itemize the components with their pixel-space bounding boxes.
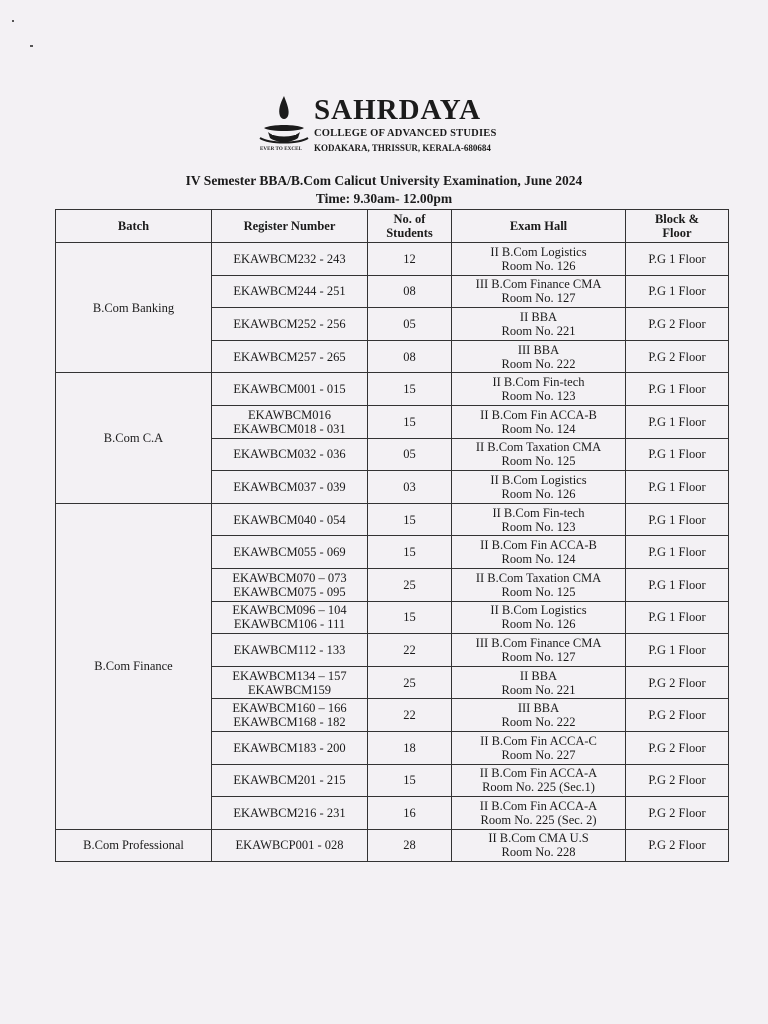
table-header-row	[56, 210, 729, 243]
exam-hall-cell	[452, 536, 626, 569]
exam-hall-cell	[452, 699, 626, 732]
student-count-cell: 15	[368, 405, 452, 438]
student-count-cell: 03	[368, 471, 452, 504]
exam-hall-line: Room No. 222	[501, 356, 576, 371]
register-number-cell	[212, 275, 368, 308]
exam-hall-cell	[452, 438, 626, 471]
column-header-register-number: Register Number	[212, 210, 368, 243]
student-count-cell: 08	[368, 340, 452, 373]
exam-hall-line: II B.Com Fin ACCA-A	[479, 766, 598, 781]
register-number-line: EKAWBCM040 - 054	[233, 512, 346, 527]
register-number-cell	[212, 373, 368, 406]
register-number-line: EKAWBCM055 - 069	[233, 545, 346, 560]
column-header-block-floor: Block & Floor	[626, 210, 729, 243]
exam-hall-cell	[452, 797, 626, 830]
exam-hall-cell	[452, 275, 626, 308]
register-number-cell	[212, 438, 368, 471]
register-number-cell	[212, 405, 368, 438]
exam-hall-cell	[452, 731, 626, 764]
register-number-line: EKAWBCM016	[247, 407, 332, 422]
exam-hall-line: Room No. 228	[501, 845, 576, 860]
student-count-cell: 12	[368, 243, 452, 276]
batch-cell: B.Com Finance	[56, 503, 212, 829]
register-number-line: EKAWBCM070 – 073	[232, 570, 347, 585]
student-count-cell: 22	[368, 634, 452, 667]
batch-cell: B.Com C.A	[56, 373, 212, 503]
college-name: SAHRDAYA	[314, 94, 482, 126]
student-count-cell: 28	[368, 829, 452, 862]
register-number-line: EKAWBCM106 - 111	[233, 617, 346, 632]
register-number-line: EKAWBCM001 - 015	[233, 382, 346, 397]
college-motto: EVER TO EXCEL	[260, 147, 302, 152]
block-floor-cell: P.G 1 Floor	[626, 373, 729, 406]
exam-time: Time: 9.30am- 12.00pm	[315, 191, 453, 206]
exam-hall-line: II B.Com Fin-tech	[492, 505, 585, 520]
exam-hall-line: II B.Com Logistics	[490, 472, 587, 487]
exam-hall-cell	[452, 503, 626, 536]
table-row	[56, 829, 729, 862]
exam-hall-line: II BBA	[519, 668, 558, 683]
exam-hall-line: Room No. 126	[501, 258, 576, 273]
exam-hall-line: Room No. 127	[501, 649, 576, 664]
exam-hall-line: II B.Com Fin ACCA-B	[480, 538, 597, 553]
register-number-cell	[212, 471, 368, 504]
exam-hall-line: Room No. 221	[501, 682, 576, 697]
register-number-line: EKAWBCM037 - 039	[233, 479, 346, 494]
block-floor-cell: P.G 1 Floor	[626, 601, 729, 634]
exam-hall-line: III B.Com Finance CMA	[475, 635, 602, 650]
block-floor-cell: P.G 2 Floor	[626, 829, 729, 862]
register-number-line: EKAWBCM160 – 166	[232, 701, 347, 716]
exam-hall-cell	[452, 471, 626, 504]
exam-hall-cell	[452, 601, 626, 634]
block-floor-cell: P.G 1 Floor	[626, 568, 729, 601]
exam-hall-line: Room No. 225 (Sec. 2)	[480, 812, 597, 827]
register-number-cell	[212, 601, 368, 634]
register-number-line: EKAWBCM168 - 182	[233, 715, 346, 730]
block-floor-cell: P.G 2 Floor	[626, 308, 729, 341]
register-number-line: EKAWBCM232 - 243	[233, 251, 346, 266]
exam-hall-cell	[452, 405, 626, 438]
exam-hall-line: Room No. 126	[501, 486, 576, 501]
register-number-line: EKAWBCM032 - 036	[233, 447, 346, 462]
block-floor-cell: P.G 1 Floor	[626, 243, 729, 276]
exam-hall-line: II B.Com Fin-tech	[492, 375, 585, 390]
column-header-students: No. of Students	[368, 210, 452, 243]
exam-hall-line: Room No. 125	[501, 584, 576, 599]
student-count-cell: 05	[368, 308, 452, 341]
exam-hall-line: II B.Com Fin ACCA-C	[480, 733, 597, 748]
table-body	[56, 243, 729, 862]
exam-hall-cell	[452, 666, 626, 699]
register-number-line: EKAWBCM216 - 231	[233, 805, 346, 820]
register-number-cell	[212, 797, 368, 830]
seating-table	[55, 209, 729, 862]
exam-hall-line: II B.Com CMA U.S	[488, 831, 589, 846]
exam-hall-line: II BBA	[519, 309, 558, 324]
scan-speck	[12, 20, 14, 22]
block-floor-cell: P.G 2 Floor	[626, 699, 729, 732]
register-number-line: EKAWBCM112 - 133	[233, 642, 346, 657]
college-subtitle: COLLEGE OF ADVANCED STUDIES	[314, 128, 497, 139]
register-number-line: EKAWBCM183 - 200	[233, 740, 346, 755]
register-number-line: EKAWBCM244 - 251	[233, 284, 346, 299]
register-number-cell	[212, 634, 368, 667]
exam-title: IV Semester BBA/B.Com Calicut University Examination, June 2024	[185, 173, 583, 188]
register-number-line: EKAWBCP001 - 028	[235, 838, 344, 853]
student-count-cell: 16	[368, 797, 452, 830]
block-floor-cell: P.G 1 Floor	[626, 503, 729, 536]
register-number-cell	[212, 243, 368, 276]
student-count-cell: 05	[368, 438, 452, 471]
exam-hall-line: II B.Com Fin ACCA-B	[480, 407, 597, 422]
student-count-cell: 15	[368, 536, 452, 569]
register-number-cell	[212, 536, 368, 569]
exam-hall-line: Room No. 127	[501, 291, 576, 306]
student-count-cell: 15	[368, 601, 452, 634]
exam-hall-line: Room No. 221	[501, 323, 576, 338]
block-floor-cell: P.G 2 Floor	[626, 731, 729, 764]
exam-hall-line: II B.Com Logistics	[490, 603, 587, 618]
exam-hall-line: III BBA	[517, 342, 560, 357]
register-number-cell	[212, 340, 368, 373]
student-count-cell: 15	[368, 503, 452, 536]
exam-hall-line: II B.Com Taxation CMA	[475, 570, 602, 585]
table-row	[56, 373, 729, 406]
exam-hall-cell	[452, 634, 626, 667]
student-count-cell: 15	[368, 764, 452, 797]
block-floor-cell: P.G 1 Floor	[626, 536, 729, 569]
register-number-cell	[212, 829, 368, 862]
exam-hall-line: Room No. 222	[501, 715, 576, 730]
student-count-cell: 25	[368, 568, 452, 601]
batch-cell: B.Com Banking	[56, 243, 212, 373]
college-lamp-logo-icon	[258, 94, 310, 154]
exam-hall-line: Room No. 124	[501, 421, 576, 436]
student-count-cell: 08	[368, 275, 452, 308]
exam-hall-line: III B.Com Finance CMA	[475, 277, 602, 292]
register-number-cell	[212, 666, 368, 699]
exam-hall-cell	[452, 829, 626, 862]
exam-hall-line: Room No. 225 (Sec.1)	[482, 780, 595, 795]
student-count-cell: 22	[368, 699, 452, 732]
exam-hall-line: Room No. 227	[501, 747, 576, 762]
table-row	[56, 243, 729, 276]
block-floor-cell: P.G 1 Floor	[626, 471, 729, 504]
exam-hall-line: II B.Com Fin ACCA-A	[479, 798, 598, 813]
register-number-cell	[212, 699, 368, 732]
register-number-line: EKAWBCM201 - 215	[233, 773, 346, 788]
register-number-line: EKAWBCM252 - 256	[233, 316, 346, 331]
register-number-line: EKAWBCM257 - 265	[233, 349, 346, 364]
exam-hall-cell	[452, 308, 626, 341]
register-number-cell	[212, 503, 368, 536]
exam-hall-line: Room No. 123	[501, 389, 576, 404]
register-number-line: EKAWBCM018 - 031	[233, 421, 346, 436]
register-number-cell	[212, 308, 368, 341]
block-floor-cell: P.G 2 Floor	[626, 764, 729, 797]
exam-hall-line: III BBA	[517, 701, 560, 716]
register-number-line: EKAWBCM159	[247, 682, 332, 697]
table-row	[56, 503, 729, 536]
exam-hall-cell	[452, 243, 626, 276]
student-count-cell: 25	[368, 666, 452, 699]
student-count-cell: 15	[368, 373, 452, 406]
block-floor-cell: P.G 2 Floor	[626, 666, 729, 699]
exam-hall-line: II B.Com Logistics	[490, 244, 587, 259]
register-number-cell	[212, 731, 368, 764]
block-floor-cell: P.G 1 Floor	[626, 634, 729, 667]
block-floor-cell: P.G 1 Floor	[626, 438, 729, 471]
column-header-exam-hall: Exam Hall	[452, 210, 626, 243]
register-number-cell	[212, 568, 368, 601]
exam-hall-line: Room No. 125	[501, 454, 576, 469]
register-number-line: EKAWBCM075 - 095	[233, 584, 346, 599]
block-floor-cell: P.G 1 Floor	[626, 405, 729, 438]
exam-hall-line: Room No. 126	[501, 617, 576, 632]
block-floor-cell: P.G 2 Floor	[626, 340, 729, 373]
exam-hall-line: Room No. 124	[501, 552, 576, 567]
exam-hall-line: Room No. 123	[501, 519, 576, 534]
block-floor-cell: P.G 1 Floor	[626, 275, 729, 308]
register-number-line: EKAWBCM096 – 104	[232, 603, 347, 618]
exam-hall-cell	[452, 340, 626, 373]
college-letterhead	[258, 94, 528, 160]
exam-hall-cell	[452, 568, 626, 601]
scan-speck	[30, 45, 33, 47]
exam-hall-cell	[452, 764, 626, 797]
student-count-cell: 18	[368, 731, 452, 764]
exam-hall-cell	[452, 373, 626, 406]
college-address: KODAKARA, THRISSUR, KERALA-680684	[314, 143, 491, 153]
register-number-line: EKAWBCM134 – 157	[232, 668, 347, 683]
column-header-batch: Batch	[56, 210, 212, 243]
exam-hall-line: II B.Com Taxation CMA	[475, 440, 602, 455]
batch-cell: B.Com Professional	[56, 829, 212, 862]
block-floor-cell: P.G 2 Floor	[626, 797, 729, 830]
register-number-cell	[212, 764, 368, 797]
